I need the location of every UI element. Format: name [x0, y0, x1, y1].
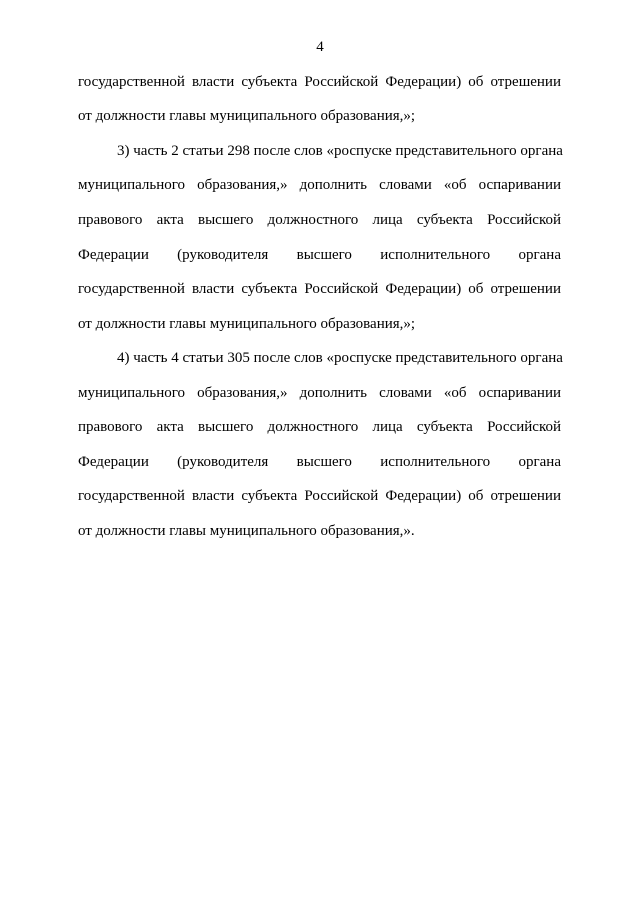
text-line: государственной власти субъекта Российской Федерации) об отрешении [78, 488, 561, 504]
item-4-first-line: 4) часть 4 статьи 305 после слов «роспуске представительного органа [117, 350, 563, 366]
item-3-first-line: 3) часть 2 статьи 298 после слов «роспуске представительного органа [117, 143, 563, 159]
text-line: Федерации (руководителя высшего исполнительного органа [78, 454, 561, 470]
text-line: от должности главы муниципального образования,»; [78, 108, 416, 124]
text-line: Федерации (руководителя высшего исполнительного органа [78, 247, 561, 263]
text-line: государственной власти субъекта Российской Федерации) об отрешении [78, 74, 561, 90]
text-line: муниципального образования,» дополнить словами «об оспаривании [78, 385, 561, 401]
text-line: правового акта высшего должностного лица субъекта Российской [78, 419, 561, 435]
text-line: муниципального образования,» дополнить словами «об оспаривании [78, 177, 561, 193]
text-line: от должности главы муниципального образования,»; [78, 316, 416, 332]
text-line: от должности главы муниципального образования,». [78, 523, 415, 539]
text-line: государственной власти субъекта Российской Федерации) об отрешении [78, 281, 561, 297]
text-line: правового акта высшего должностного лица субъекта Российской [78, 212, 561, 228]
page-number: 4 [316, 39, 324, 55]
